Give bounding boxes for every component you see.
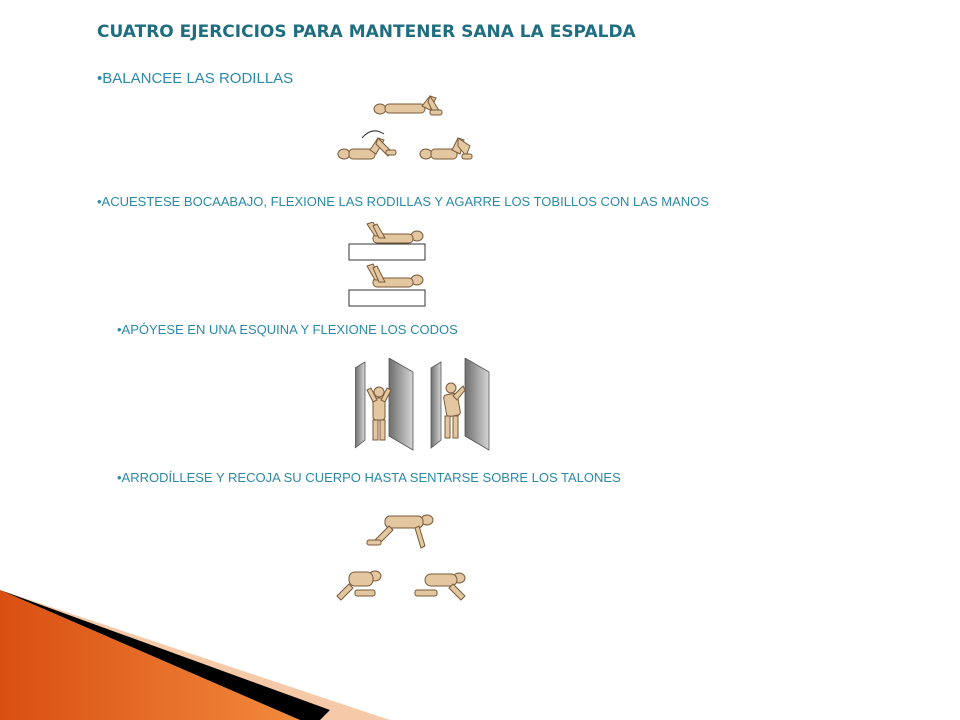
slide-title: CUATRO EJERCICIOS PARA MANTENER SANA LA ESPALDA <box>97 22 636 42</box>
exercise-1-text: •BALANCEE LAS RODILLAS <box>97 70 294 87</box>
exercise-4-text: •ARRODÍLLESE Y RECOJA SU CUERPO HASTA SENTARSE SOBRE LOS TALONES <box>117 470 621 485</box>
exercise-3-text: •APÓYESE EN UNA ESQUINA Y FLEXIONE LOS CODOS <box>117 322 458 337</box>
exercise-2-text: •ACUESTESE BOCAABAJO, FLEXIONE LAS RODILLAS Y AGARRE LOS TOBILLOS CON LAS MANOS <box>97 194 709 209</box>
